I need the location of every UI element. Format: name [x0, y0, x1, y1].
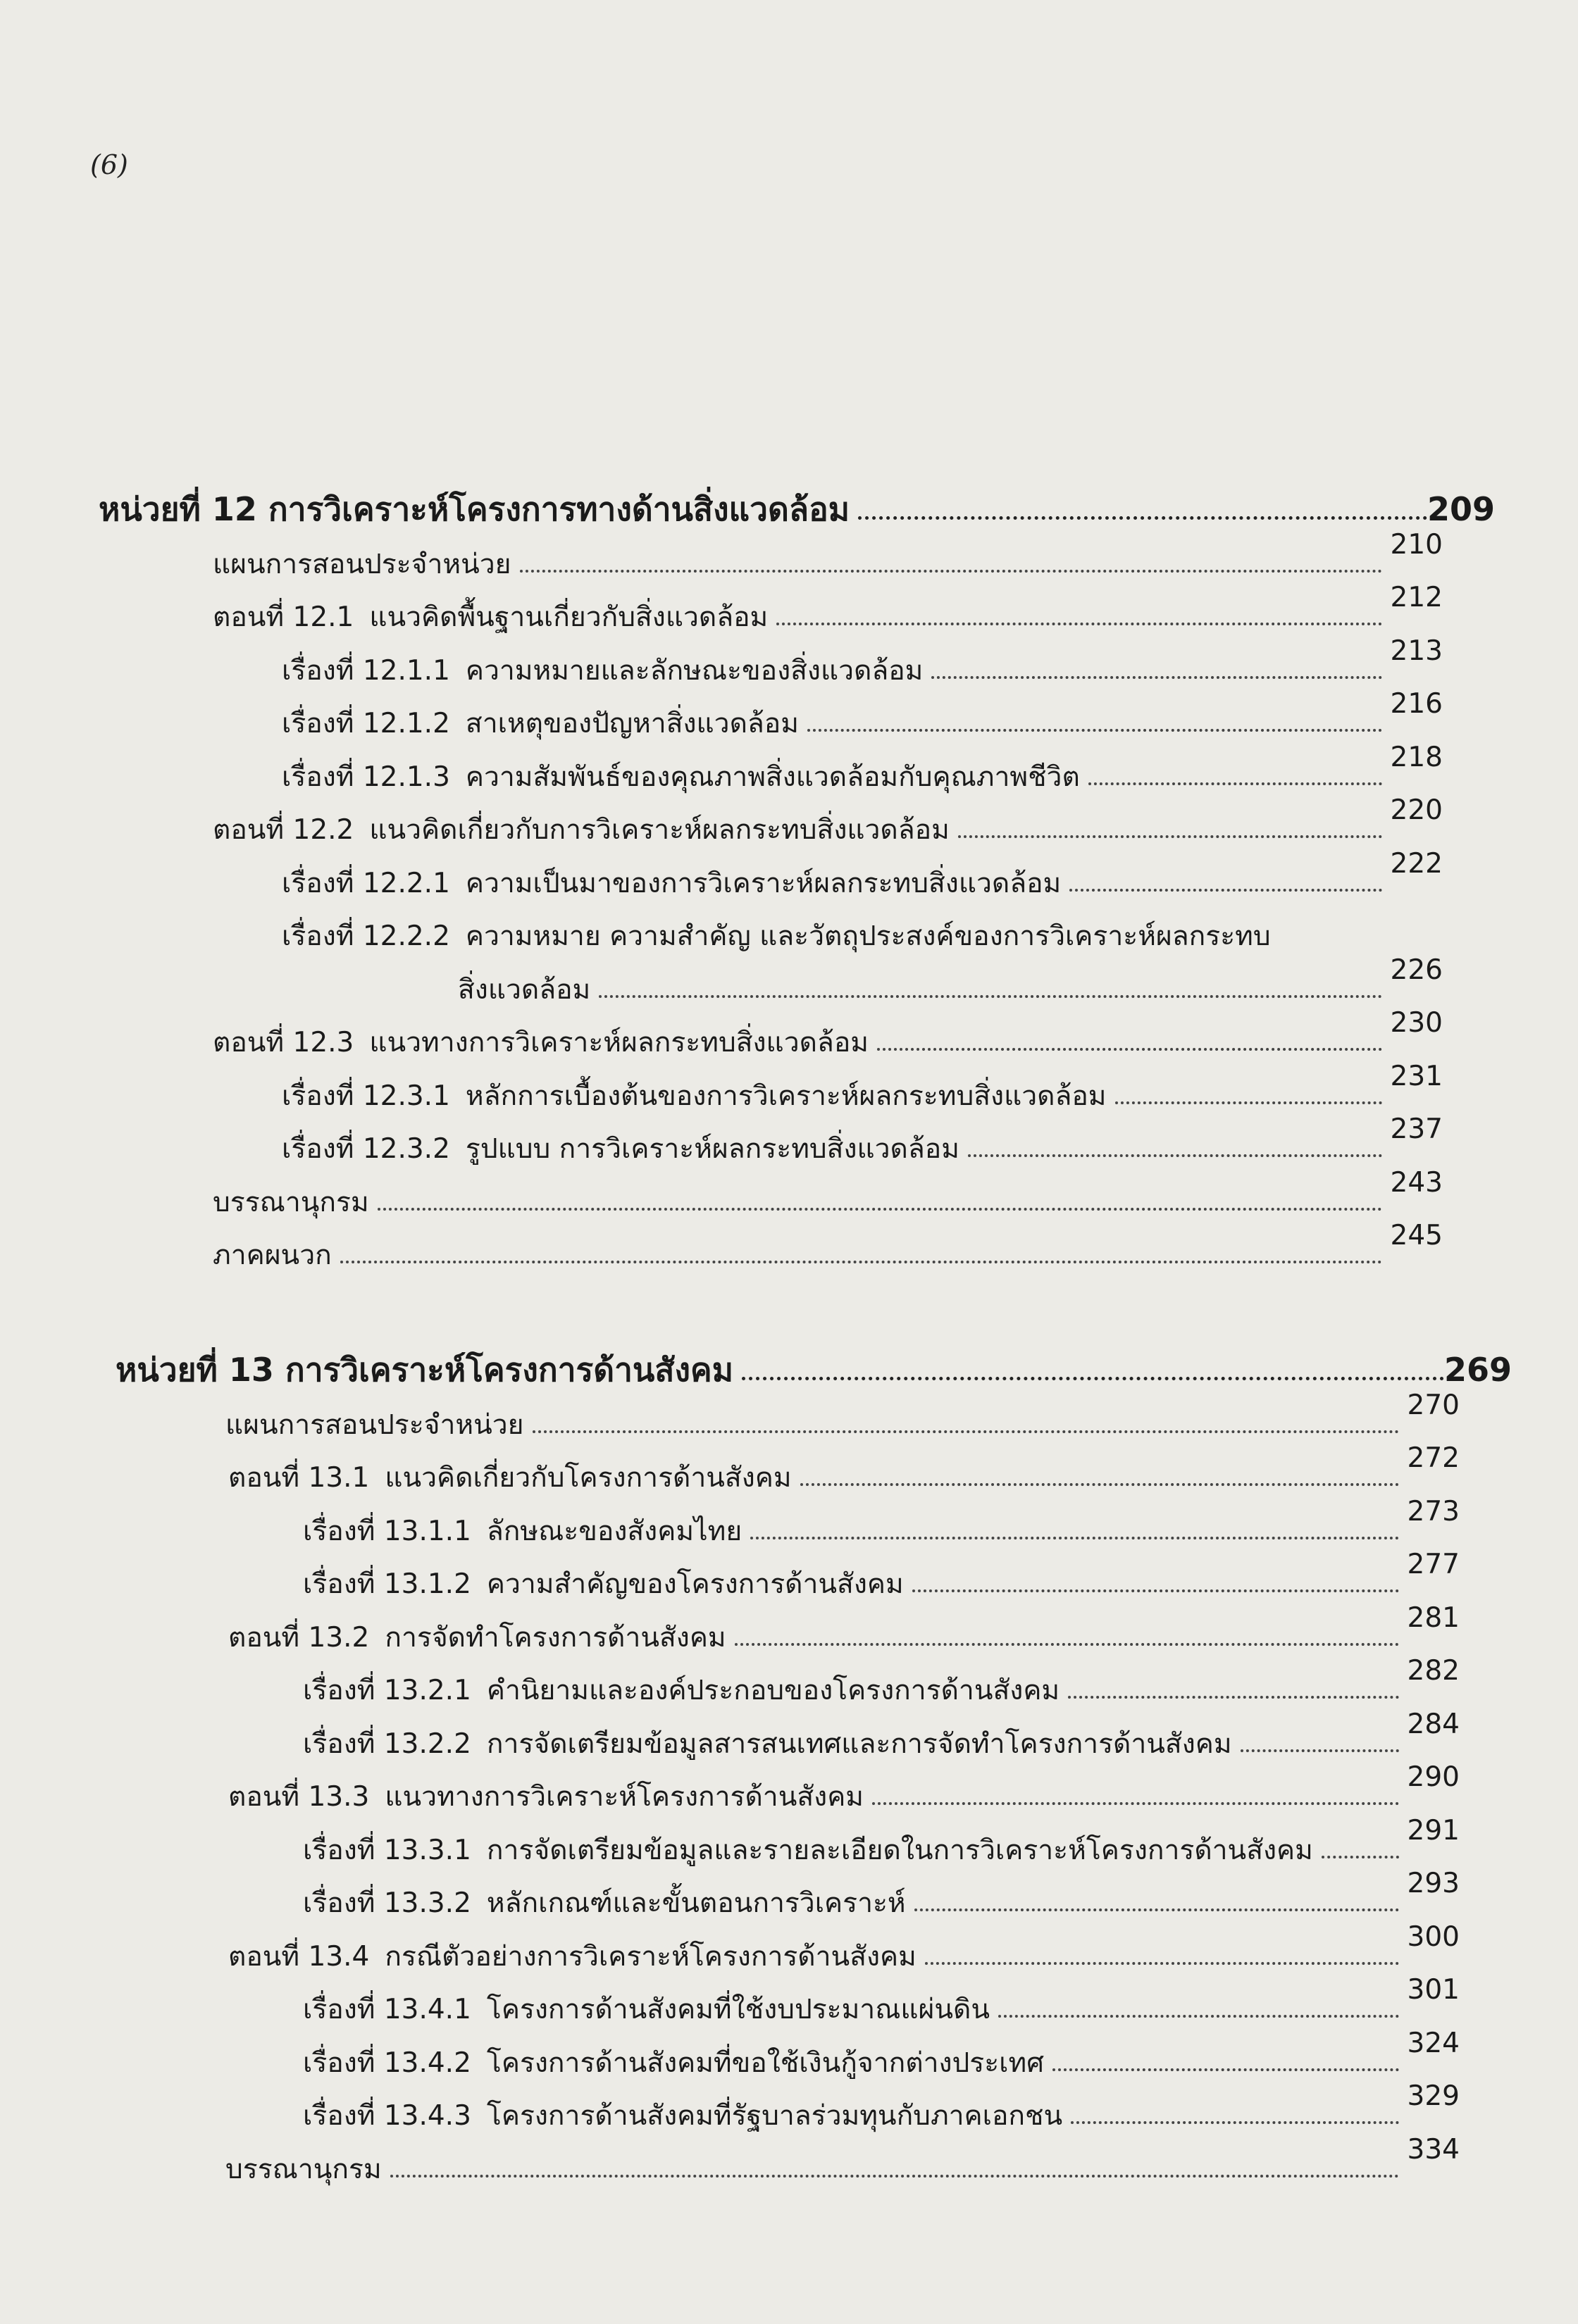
- toc-topic-entry: [282, 1113, 1443, 1165]
- entry-text: ลักษณะของสังคมไทย: [486, 1515, 743, 1547]
- entry-label: ตอนที่ 12.1: [213, 601, 354, 633]
- entry-text: แนวทางการวิเคราะห์ผลกระทบสิ่งแวดล้อม: [369, 1027, 869, 1058]
- unit-page-number: 209: [1427, 490, 1495, 528]
- toc-topic-entry: [303, 1974, 1460, 2025]
- toc-section-entry: [228, 1442, 1460, 1494]
- toc-topic-entry: [303, 2027, 1460, 2079]
- toc-section-entry: [228, 1920, 1460, 1973]
- dot-leader: [520, 570, 1382, 573]
- unit-page-number: 269: [1443, 1351, 1512, 1389]
- entry-page-number: 243: [1390, 1166, 1443, 1199]
- entry-page-number: 212: [1390, 582, 1443, 613]
- entry-page-number: 226: [1390, 954, 1443, 986]
- entry-text: สิ่งแวดล้อม: [458, 973, 591, 1006]
- dot-leader: [807, 729, 1382, 732]
- entry-label: ตอนที่ 12.2: [213, 814, 354, 846]
- entry-page-number: 210: [1390, 528, 1443, 561]
- dot-leader: [599, 995, 1382, 998]
- entry-text: การจัดทำโครงการด้านสังคม: [385, 1621, 726, 1654]
- entry-text: แนวทางการวิเคราะห์โครงการด้านสังคม: [385, 1781, 864, 1813]
- entry-text: รูปแบบ การวิเคราะห์ผลกระทบสิ่งแวดล้อม: [465, 1133, 959, 1165]
- entry-text: ความหมายและลักษณะของสิ่งแวดล้อม: [465, 654, 924, 687]
- dot-leader: [968, 1154, 1382, 1157]
- entry-page-number: 237: [1390, 1113, 1443, 1145]
- entry-label: ตอนที่ 13.4: [228, 1940, 370, 1973]
- dot-leader: [1071, 2121, 1399, 2124]
- entry-label: ตอนที่ 13.2: [228, 1621, 370, 1654]
- entry-text: โครงการด้านสังคมที่ขอใช้เงินกู้จากต่างประเทศ: [486, 2047, 1044, 2079]
- entry-page-number: 291: [1407, 1814, 1460, 1847]
- toc-section-entry: [213, 582, 1443, 633]
- entry-label: เรื่องที่ 13.2.2: [303, 1728, 471, 1760]
- toc-section-entry: [228, 1601, 1460, 1654]
- dot-leader: [1115, 1101, 1383, 1104]
- dot-leader: [1068, 1696, 1399, 1699]
- entry-label: ตอนที่ 13.1: [228, 1462, 370, 1494]
- entry-page-number: 218: [1390, 741, 1443, 773]
- entry-text: โครงการด้านสังคมที่รัฐบาลร่วมทุนกับภาคเอกชน: [486, 2100, 1063, 2132]
- toc-entry: [213, 1220, 1443, 1271]
- entry-page-number: 231: [1390, 1060, 1443, 1092]
- entry-page-number: 282: [1407, 1655, 1460, 1687]
- toc-topic-entry: [303, 2080, 1460, 2132]
- dot-leader: [1069, 889, 1382, 892]
- entry-page-number: 220: [1390, 794, 1443, 826]
- toc-topic-entry: [282, 847, 1443, 899]
- dot-leader: [958, 835, 1382, 838]
- entry-page-number: 230: [1390, 1007, 1443, 1039]
- entry-label: เรื่องที่ 13.2.1: [303, 1675, 471, 1706]
- entry-text: การจัดเตรียมข้อมูลและรายละเอียดในการวิเคราะห์โครงการด้านสังคม: [486, 1834, 1313, 1866]
- entry-label: ตอนที่ 12.3: [213, 1027, 354, 1058]
- entry-label: เรื่องที่ 13.1.1: [303, 1515, 471, 1547]
- entry-text: หลักเกณฑ์และขั้นตอนการวิเคราะห์: [486, 1887, 906, 1919]
- toc-topic-entry: [282, 1060, 1443, 1112]
- entry-page-number: 284: [1407, 1708, 1460, 1740]
- entry-label: เรื่องที่ 12.2.1: [282, 867, 450, 899]
- entry-label: เรื่องที่ 12.1.2: [282, 708, 450, 739]
- toc-topic-entry: [303, 1495, 1460, 1547]
- toc-topic-entry: [282, 920, 1443, 952]
- dot-leader: [378, 1208, 1382, 1211]
- dot-leader: [533, 1430, 1399, 1433]
- entry-text: ความเป็นมาของการวิเคราะห์ผลกระทบสิ่งแวดล้อม: [465, 867, 1062, 899]
- dot-leader: [998, 2015, 1399, 2018]
- entry-page-number: 301: [1407, 1974, 1460, 2006]
- entry-label: เรื่องที่ 13.4.1: [303, 1994, 471, 2025]
- toc-topic-entry: [282, 688, 1443, 739]
- dot-leader: [735, 1643, 1399, 1646]
- entry-text: หลักการเบื้องต้นของการวิเคราะห์ผลกระทบสิ่งแวดล้อม: [465, 1080, 1107, 1112]
- toc-topic-entry: [458, 954, 1443, 1006]
- entry-text: โครงการด้านสังคมที่ใช้งบประมาณแผ่นดิน: [486, 1994, 990, 2025]
- entry-page-number: 329: [1407, 2080, 1460, 2112]
- toc-entry: [225, 2133, 1460, 2185]
- toc-topic-entry: [303, 1655, 1460, 1706]
- dot-leader: [776, 623, 1382, 625]
- entry-label: เรื่องที่ 13.3.1: [303, 1834, 471, 1866]
- entry-page-number: 277: [1407, 1549, 1460, 1580]
- entry-page-number: 281: [1407, 1601, 1460, 1634]
- page-marker: (6): [90, 149, 128, 180]
- dot-leader: [1052, 2068, 1399, 2071]
- dot-leader: [340, 1261, 1382, 1263]
- dot-leader: [914, 1908, 1399, 1911]
- entry-text: บรรณานุกรม: [213, 1186, 369, 1218]
- entry-text: แผนการสอนประจำหน่วย: [225, 1408, 524, 1441]
- unit-heading: [99, 490, 1495, 528]
- entry-page-number: 300: [1407, 1920, 1460, 1953]
- entry-page-number: 213: [1390, 635, 1443, 667]
- toc-section-entry: [213, 1007, 1443, 1058]
- entry-page-number: 293: [1407, 1868, 1460, 1899]
- toc-topic-entry: [303, 1549, 1460, 1600]
- unit-title: หน่วยที่ 12 การวิเคราะห์โครงการทางด้านสิ่งแวดล้อม: [99, 490, 850, 528]
- toc-topic-entry: [303, 1814, 1460, 1866]
- entry-label: เรื่องที่ 12.3.1: [282, 1080, 450, 1112]
- toc-topic-entry: [303, 1868, 1460, 1919]
- entry-text: การจัดเตรียมข้อมูลสารสนเทศและการจัดทำโครงการด้านสังคม: [486, 1728, 1232, 1760]
- entry-label: เรื่องที่ 13.4.3: [303, 2100, 471, 2132]
- entry-label: เรื่องที่ 12.3.2: [282, 1133, 450, 1165]
- toc-topic-entry: [282, 635, 1443, 687]
- dot-leader: [872, 1802, 1399, 1805]
- dot-leader: [800, 1483, 1399, 1486]
- entry-text: สาเหตุของปัญหาสิ่งแวดล้อม: [465, 708, 799, 739]
- entry-page-number: 270: [1407, 1389, 1460, 1421]
- dot-leader: [877, 1048, 1382, 1051]
- dot-leader: [858, 516, 1434, 520]
- toc-topic-entry: [282, 741, 1443, 793]
- entry-page-number: 216: [1390, 688, 1443, 720]
- entry-text: แนวคิดเกี่ยวกับการวิเคราะห์ผลกระทบสิ่งแวดล้อม: [369, 814, 950, 846]
- dot-leader: [1241, 1749, 1399, 1752]
- entry-text: แนวคิดเกี่ยวกับโครงการด้านสังคม: [385, 1462, 792, 1494]
- entry-label: เรื่องที่ 12.1.3: [282, 761, 450, 793]
- dot-leader: [1088, 782, 1382, 785]
- toc-section-entry: [213, 794, 1443, 846]
- entry-page-number: 245: [1390, 1220, 1443, 1251]
- entry-text: ความหมาย ความสำคัญ และวัตถุประสงค์ของการวิเคราะห์ผลกระทบ: [465, 920, 1271, 952]
- toc-section-entry: [228, 1761, 1460, 1813]
- dot-leader: [931, 676, 1382, 679]
- entry-page-number: 334: [1407, 2133, 1460, 2166]
- entry-text: ความสัมพันธ์ของคุณภาพสิ่งแวดล้อมกับคุณภาพชีวิต: [465, 761, 1080, 793]
- entry-label: เรื่องที่ 13.3.2: [303, 1887, 471, 1919]
- entry-label: เรื่องที่ 12.1.1: [282, 654, 450, 687]
- dot-leader: [1322, 1856, 1399, 1858]
- entry-text: ความสำคัญของโครงการด้านสังคม: [486, 1568, 904, 1600]
- toc-entry: [225, 1389, 1460, 1441]
- dot-leader: [750, 1537, 1399, 1539]
- unit-heading: [116, 1351, 1512, 1389]
- unit-title: หน่วยที่ 13 การวิเคราะห์โครงการด้านสังคม: [116, 1351, 734, 1389]
- dot-leader: [742, 1377, 1451, 1380]
- entry-page-number: 324: [1407, 2027, 1460, 2059]
- entry-text: แผนการสอนประจำหน่วย: [213, 548, 511, 580]
- entry-text: คำนิยามและองค์ประกอบของโครงการด้านสังคม: [486, 1675, 1060, 1706]
- entry-text: ภาคผนวก: [213, 1239, 332, 1271]
- entry-page-number: 273: [1407, 1495, 1460, 1528]
- entry-label: เรื่องที่ 12.2.2: [282, 920, 450, 952]
- dot-leader: [912, 1589, 1399, 1592]
- entry-page-number: 290: [1407, 1761, 1460, 1793]
- entry-page-number: 272: [1407, 1442, 1460, 1474]
- toc-entry: [213, 1166, 1443, 1218]
- dot-leader: [390, 2175, 1399, 2178]
- entry-label: เรื่องที่ 13.1.2: [303, 1568, 471, 1600]
- entry-label: เรื่องที่ 13.4.2: [303, 2047, 471, 2079]
- entry-page-number: 222: [1390, 847, 1443, 880]
- toc-topic-entry: [303, 1708, 1460, 1760]
- entry-text: แนวคิดพื้นฐานเกี่ยวกับสิ่งแวดล้อม: [369, 601, 769, 633]
- entry-text: บรรณานุกรม: [225, 2153, 382, 2185]
- dot-leader: [925, 1962, 1399, 1965]
- toc-entry: [213, 528, 1443, 580]
- entry-label: ตอนที่ 13.3: [228, 1781, 370, 1813]
- entry-text: กรณีตัวอย่างการวิเคราะห์โครงการด้านสังคม: [385, 1940, 917, 1973]
